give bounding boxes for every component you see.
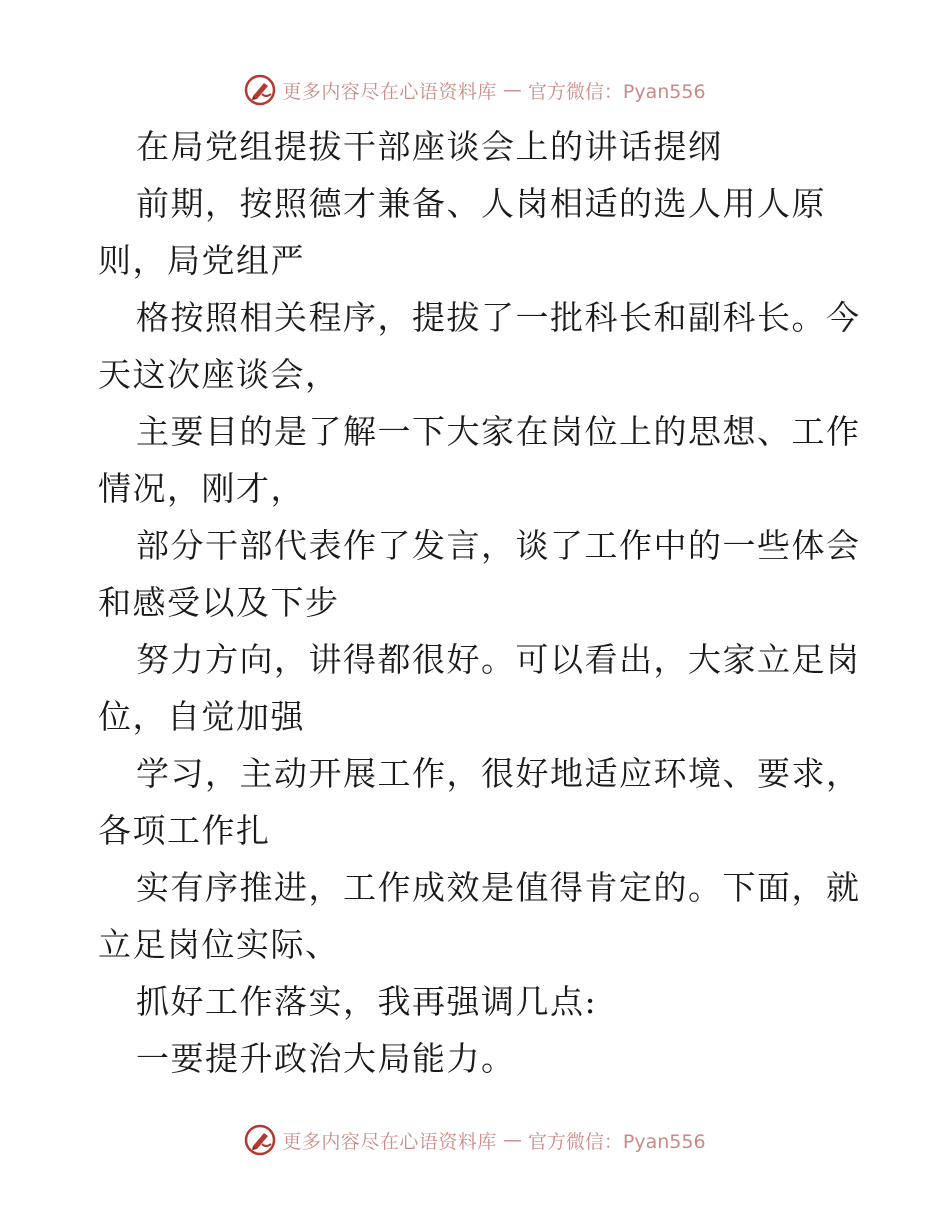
watermark-separator: — <box>502 79 522 101</box>
document-title: 在局党组提拔干部座谈会上的讲话提纲 <box>136 127 723 166</box>
text-line: 部分干部代表作了发言，谈了工作中的一些体会 <box>136 526 861 565</box>
text-line: 位，自觉加强 <box>98 697 305 736</box>
text-line: 和感受以及下步 <box>98 583 340 622</box>
text-line: 立足岗位实际、 <box>98 925 340 964</box>
text-line: 格按照相关程序，提拔了一批科长和副科长。今 <box>136 298 861 337</box>
text-line: 抓好工作落实，我再强调几点: <box>136 982 598 1021</box>
document-body <box>98 118 861 1087</box>
text-line: 主要目的是了解一下大家在岗位上的思想、工作 <box>136 412 861 451</box>
watermark-text: 更多内容尽在心语资料库 <box>282 1130 497 1153</box>
watermark-text: 更多内容尽在心语资料库 <box>282 80 497 103</box>
text-line: 各项工作扎 <box>98 811 271 850</box>
text-line: 情况，刚才， <box>98 469 305 508</box>
footer-watermark <box>0 1120 950 1160</box>
watermark-wechat: 官方微信：Pyan556 <box>527 80 706 103</box>
text-line: 则，局党组严 <box>98 241 305 280</box>
section-heading: 一要提升政治大局能力。 <box>136 1039 516 1078</box>
text-line: 前期，按照德才兼备、人岗相适的选人用人原 <box>136 184 826 223</box>
text-line: 努力方向，讲得都很好。可以看出，大家立足岗 <box>136 640 861 679</box>
text-line: 实有序推进，工作成效是值得肯定的。下面，就 <box>136 868 861 907</box>
watermark-wechat: 官方微信：Pyan556 <box>527 1130 706 1153</box>
watermark-separator: — <box>502 1129 522 1151</box>
pen-logo-icon <box>244 1124 276 1156</box>
pen-logo-icon <box>244 74 276 106</box>
header-watermark <box>0 70 950 110</box>
text-line: 天这次座谈会， <box>98 355 340 394</box>
text-line: 学习，主动开展工作，很好地适应环境、要求， <box>136 754 861 793</box>
